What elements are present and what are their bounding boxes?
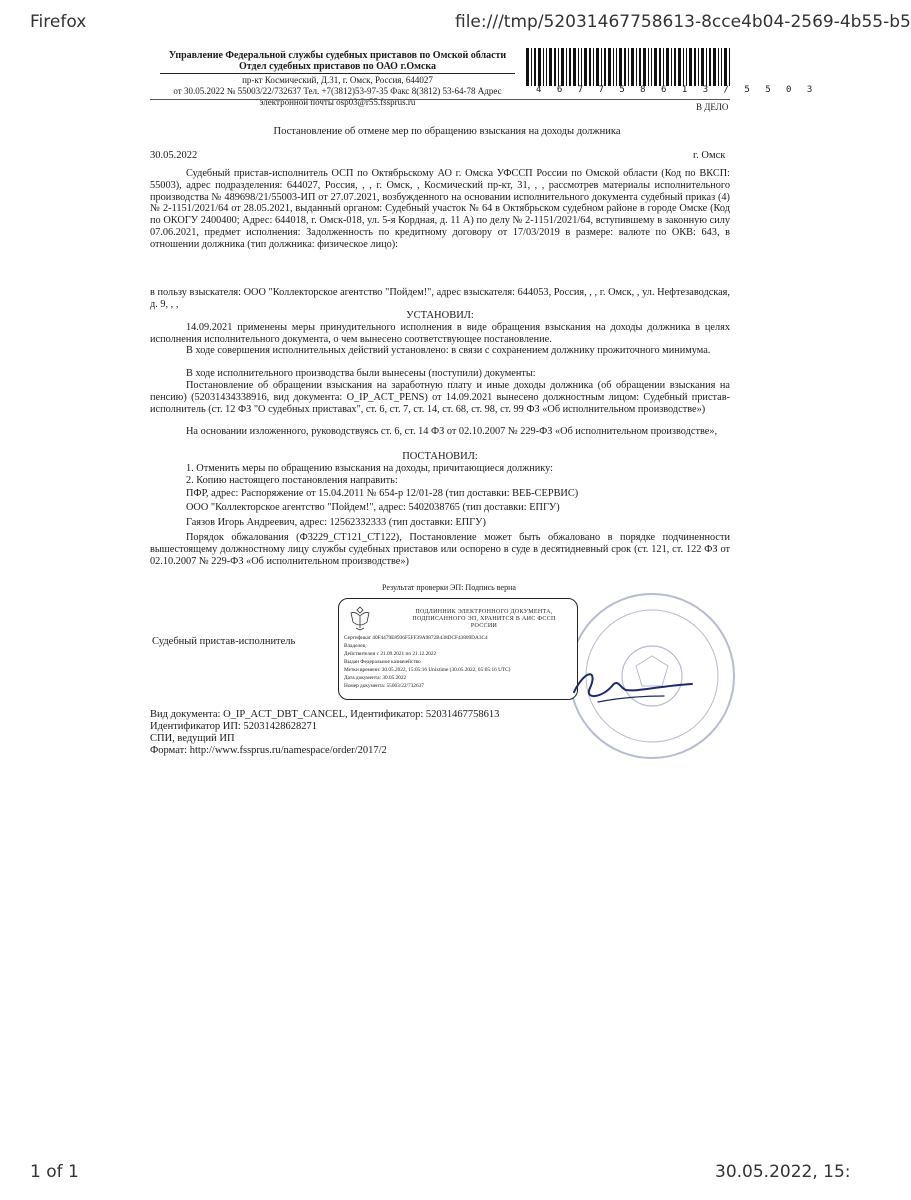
print-page-count: 1 of 1 (30, 1162, 79, 1182)
emblem-icon (347, 604, 373, 632)
resolved-item-2: 2. Копию настоящего постановления направить: (186, 475, 398, 486)
recipient-2: ООО "Коллекторское агентство "Пойдем!", адрес: 5402038765 (тип доставки: ЕПГУ) (186, 502, 560, 513)
barcode-number: 4 6 7 7 5 8 6 1 3 / 5 5 0 3 (536, 85, 818, 95)
reference-line: от 30.05.2022 № 55003/22/732637 Тел. +7(3812)53-97-35 Факс 8(3812) 53-64-78 Адрес (173, 86, 502, 96)
established-heading: УСТАНОВИЛ: (406, 310, 474, 321)
barcode (526, 48, 730, 86)
resolved-heading: ПОСТАНОВИЛ: (402, 451, 478, 462)
resolved-item-1: 1. Отменить меры по обращению взыскания на доходы, причитающиеся должнику: (186, 463, 553, 474)
to-file-mark: В ДЕЛО (696, 102, 729, 112)
doc-number-line: Номер документа: 55003/22/732637 (344, 683, 424, 689)
document-title: Постановление об отмене мер по обращению взыскания на доходы должника (273, 126, 621, 137)
header-divider (150, 99, 730, 100)
browser-url: file:///tmp/52031467758613-8cce4b04-2569-4b55-b5 (455, 12, 911, 32)
established-para-4: Постановление об обращении взыскания на заработную плату и иные доходы должника (об обращении взыскания на пенсию) (52031434338916, вид документа: O_IP_ACT_PENS) от 14.09.2021 вынесено должностным лицом: Судебный пристав-исполнитель (ст. 12 ФЗ "О судебных приставах", ст. 6, ст. 7, ст. 14, ст. 68, ст. 98, ст. 99 ФЗ «Об исполнительном производстве») (150, 380, 730, 415)
established-para-2: В ходе совершения исполнительных действий установлено: в связи с сохранением должнику прожиточного минимума. (186, 345, 711, 356)
agency-address: пр-кт Космический, Д.31, г. Омск, Россия, 644027 (242, 75, 433, 85)
signature-box-heading (399, 609, 569, 630)
meta-doc-type: Вид документа: O_IP_ACT_DBT_CANCEL, Идентификатор: 52031467758613 (150, 709, 500, 720)
issuer-line: Выдан Федеральное казначейство (344, 659, 421, 665)
timestamps-line: Метки времени: 30.05.2022, 15:05:16 Unixtime (30.05.2022, 05:05:16 UTC) (344, 667, 511, 673)
signature-check-result: Результат проверки ЭП: Подпись верна (382, 583, 516, 592)
header-rule (160, 73, 515, 74)
email-line: электронной почты osp03@r55.fssprus.ru (259, 97, 416, 107)
established-para-1: 14.09.2021 применены меры принудительного исполнения в виде обращения взыскания на доходы должника в целях исполнения исполнительного документа, о чем вынесено соответствующее постановление. (150, 322, 730, 345)
meta-ip-id: Идентификатор ИП: 52031428628271 (150, 721, 317, 732)
certificate-line: Сертификат 40F4479E8936F5FF39A9872B438DCF43809DA3C4 (344, 635, 488, 641)
handwritten-signature (568, 662, 698, 708)
agency-name: Управление Федеральной службы судебных приставов по Омской области (168, 50, 507, 61)
established-para-5: На основании изложенного, руководствуясь ст. 6, ст. 14 ФЗ от 02.10.2007 № 229-ФЗ «Об исполнительном производстве», (186, 426, 718, 437)
signer-position: Судебный пристав-исполнитель (152, 636, 296, 647)
print-datetime: 30.05.2022, 15: (715, 1162, 851, 1182)
meta-format: Формат: http://www.fssprus.ru/namespace/order/2017/2 (150, 745, 387, 756)
claimant-paragraph: в пользу взыскателя: ООО "Коллекторское агентство "Пойдем!", адрес взыскателя: 644053, Россия, , , г. Омск, , ул. Нефтезаводская, д. 9, , , (150, 287, 730, 310)
document-date: 30.05.2022 (150, 150, 198, 161)
validity-line: Действителен с 21.09.2021 по 21.12.2022 (344, 651, 437, 657)
established-para-3: В ходе исполнительного производства были вынесены (поступили) документы: (186, 368, 536, 379)
browser-app-name: Firefox (30, 12, 87, 32)
appeal-paragraph: Порядок обжалования (Ф3229_СТ121_СТ122), Постановление может быть обжаловано в порядке подчиненности вышестоящему должностному лицу службы судебных приставов или оспорено в суде в десятидневный срок (ст. 121, ст. 122 ФЗ от 02.10.2007 № 229-ФЗ «Об исполнительном производстве») (150, 532, 730, 567)
meta-lead: СПИ, ведущий ИП (150, 733, 235, 744)
signature-box-heading-1: ПОДЛИННИК ЭЛЕКТРОННОГО ДОКУМЕНТА, (415, 609, 553, 615)
document-city: г. Омск (693, 150, 726, 161)
doc-date-line: Дата документа: 30.05.2022 (344, 675, 407, 681)
digital-signature-box (338, 598, 578, 700)
intro-paragraph: Судебный пристав-исполнитель ОСП по Октябрьскому АО г. Омска УФССП России по Омской области (Код по ВКСП: 55003), адрес подразделения: 644027, Россия, , , г. Омск, , Космический пр-кт, 31, , , рассмотрев материалы исполнительного производства № 489698/21/55003-ИП от 27.07.2021, возбужденного на основании исполнительного документа судебный приказ (4) № 2-1151/2021/64 от 28.05.2021, выданный органом: Судебный участок № 64 в Октябрьском судебном районе в городе Омске (Код по ОКОГУ 2400400; Адрес: 644018, г. Омск-018, ул. 5-я Кордная, д. 11 А) по делу № 2-1151/2021/64, вступившему в законную силу 07.06.2021, предмет исполнения: Задолженность по кредитному договору от 17/03/2019 в размере: валюте по ОКВ: 643, в отношении должника (тип должника: физическое лицо): (150, 168, 730, 250)
signature-box-heading-2: ПОДПИСАННОГО ЭП, ХРАНИТСЯ В АИС ФССП РОССИИ (412, 616, 556, 629)
recipient-3: Гаязов Игорь Андреевич, адрес: 12562332333 (тип доставки: ЕПГУ) (186, 517, 486, 528)
department-name: Отдел судебных приставов по ОАО г.Омска (238, 61, 437, 72)
owner-line: Владелец (344, 643, 366, 649)
recipient-1: ПФР, адрес: Распоряжение от 15.04.2011 № 654-р 12/01-28 (тип доставки: ВЕБ-СЕРВИС) (186, 488, 579, 499)
